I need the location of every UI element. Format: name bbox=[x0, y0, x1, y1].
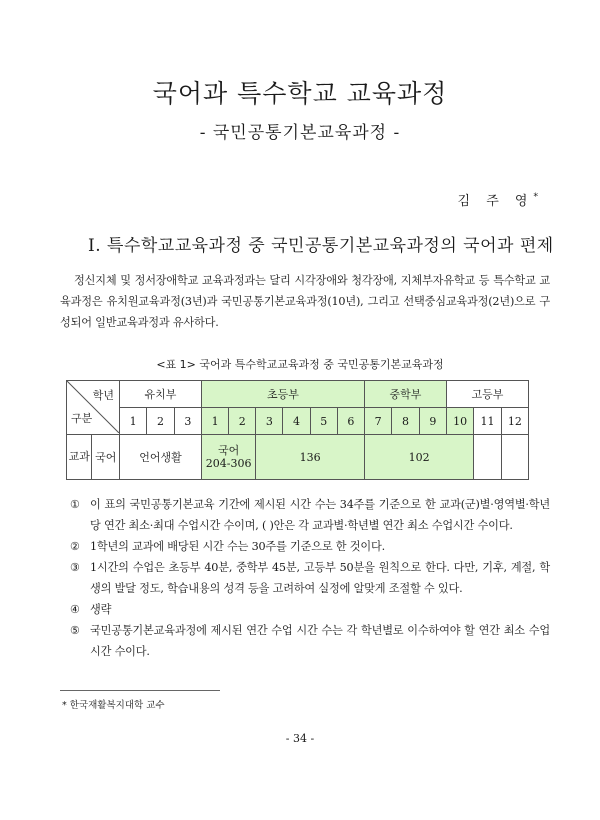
grade-cell: 2 bbox=[229, 408, 256, 435]
grade-cell: 9 bbox=[419, 408, 446, 435]
table-corner-cell bbox=[67, 381, 120, 435]
elementary-grade1-2-cell: 국어 204-306 bbox=[202, 435, 256, 480]
corner-label-grade: 학년 bbox=[92, 389, 114, 402]
page-subtitle: - 국민공통기본교육과정 - bbox=[199, 123, 401, 143]
grade-cell: 1 bbox=[120, 408, 147, 435]
note-item bbox=[70, 557, 550, 599]
note-marker: ③ bbox=[70, 561, 80, 574]
grade-cell: 5 bbox=[310, 408, 337, 435]
note-text: 생략 bbox=[90, 603, 112, 616]
grade-cell: 10 bbox=[447, 408, 474, 435]
note-marker: ⑤ bbox=[70, 624, 80, 637]
note-text: 1시간의 수업은 초등부 40분, 중학부 45분, 고등부 50분을 원칙으로 한다. 다만, 기후, 계절, 학생의 발달 정도, 학습내용의 성격 등을 고려하여 실정에 알맞게 조절할 수 있다. bbox=[90, 561, 550, 595]
group-header-kinder: 유치부 bbox=[120, 381, 202, 408]
row-label-korean: 국어 bbox=[92, 435, 120, 480]
note-item bbox=[70, 494, 550, 536]
kinder-language-cell: 언어생활 bbox=[120, 435, 202, 480]
grade-cell: 11 bbox=[474, 408, 501, 435]
footnote: * 한국재활복지대학 교수 bbox=[62, 700, 165, 711]
note-text: 국민공통기본교육과정에 제시된 연간 수업 시간 수는 각 학년별로 이수하여야 할 연간 최소 수업시간 수이다. bbox=[90, 624, 550, 658]
grade-cell: 3 bbox=[174, 408, 201, 435]
row-label-subject: 교과 bbox=[67, 435, 92, 480]
grade-cell: 2 bbox=[147, 408, 174, 435]
grade-cell: 3 bbox=[256, 408, 283, 435]
note-item bbox=[70, 536, 550, 557]
grade-cell: 1 bbox=[202, 408, 229, 435]
group-header-high: 고등부 bbox=[447, 381, 529, 408]
elementary-grade3-6-cell: 136 bbox=[256, 435, 365, 480]
author-name bbox=[458, 190, 538, 209]
author-footnote-mark: * bbox=[533, 192, 538, 203]
group-header-middle: 중학부 bbox=[365, 381, 447, 408]
note-item bbox=[70, 620, 550, 662]
note-marker: ① bbox=[70, 498, 80, 511]
empty-cell bbox=[474, 435, 501, 480]
curriculum-table bbox=[66, 380, 529, 480]
grade-cell: 4 bbox=[283, 408, 310, 435]
intro-paragraph: 정신지체 및 정서장애학교 교육과정과는 달리 시각장애와 청각장애, 지체부자유학교 등 특수학교 교육과정은 유치원교육과정(3년)과 국민공통기본교육과정(10년), 그리고 선택중심교육과정(2년)으로 구성되어 일반교육과정과 유사하다. bbox=[60, 274, 550, 329]
notes-list bbox=[70, 494, 550, 662]
table-caption: <표 1> 국어과 특수학교교육과정 중 국민공통기본교육과정 bbox=[156, 358, 444, 371]
corner-label-category: 구분 bbox=[71, 412, 93, 425]
grade-cell: 6 bbox=[337, 408, 364, 435]
note-text: 이 표의 국민공통기본교육 기간에 제시된 시간 수는 34주를 기준으로 한 교과(군)별·영역별·학년 당 연간 최소·최대 수업시간 수이며, ( )안은 각 교과별·학년별 연간 최소 수업시간 수이다. bbox=[90, 498, 550, 532]
page-title: 국어과 특수학교 교육과정 bbox=[152, 79, 448, 108]
grade-cell: 8 bbox=[392, 408, 419, 435]
grade-cell: 12 bbox=[501, 408, 528, 435]
middle-grade7-10-cell: 102 bbox=[365, 435, 474, 480]
footnote-divider bbox=[60, 690, 220, 691]
group-header-elementary: 초등부 bbox=[202, 381, 365, 408]
note-marker: ② bbox=[70, 540, 80, 553]
note-text: 1학년의 교과에 배당된 시간 수는 30주를 기준으로 한 것이다. bbox=[90, 540, 385, 553]
note-marker: ④ bbox=[70, 603, 80, 616]
author-text: 김 주 영 bbox=[457, 194, 534, 209]
page-number: - 34 - bbox=[285, 732, 315, 745]
empty-cell bbox=[501, 435, 528, 480]
section-heading: Ⅰ. 특수학교교육과정 중 국민공통기본교육과정의 국어과 편제 bbox=[88, 236, 554, 256]
note-item bbox=[70, 599, 550, 620]
grade-cell: 7 bbox=[365, 408, 392, 435]
